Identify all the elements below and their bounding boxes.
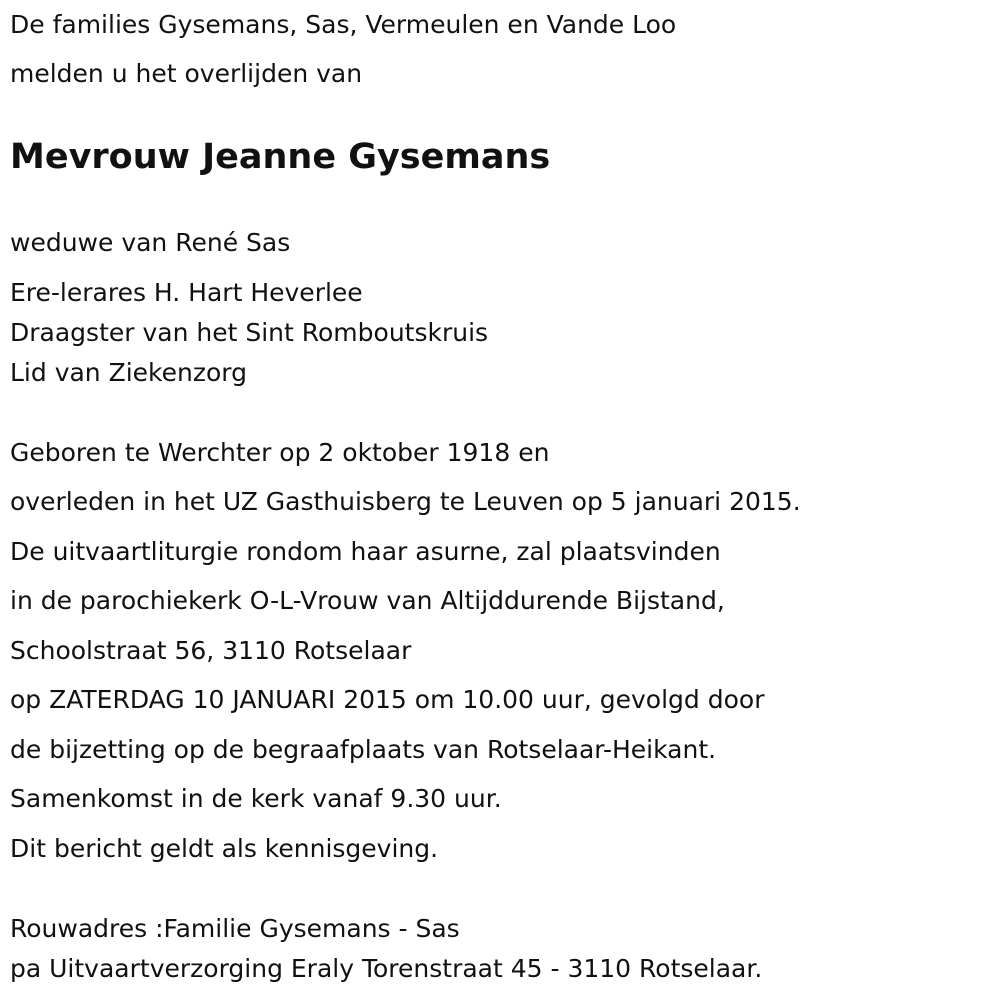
funeral-home-line: pa Uitvaartverzorging Eraly Torenstraat 45 - 3110 Rotselaar.: [10, 954, 763, 983]
burial-line: de bijzetting op de begraafplaats van Rotselaar-Heikant.: [10, 735, 717, 764]
deceased-name: Mevrouw Jeanne Gysemans: [10, 137, 551, 177]
birth-line: Geboren te Werchter op 2 oktober 1918 en: [10, 438, 550, 467]
church-line: in de parochiekerk O-L-Vrouw van Altijddurende Bijstand,: [10, 586, 725, 615]
intro-families-line: De families Gysemans, Sas, Vermeulen en Vande Loo: [10, 10, 677, 39]
intro-announce-line: melden u het overlijden van: [10, 59, 363, 88]
role-line-teacher: Ere-lerares H. Hart Heverlee: [10, 278, 363, 307]
gathering-line: Samenkomst in de kerk vanaf 9.30 uur.: [10, 784, 502, 813]
church-address-line: Schoolstraat 56, 3110 Rotselaar: [10, 636, 412, 665]
spouse-line: weduwe van René Sas: [10, 228, 291, 257]
notice-line: Dit bericht geldt als kennisgeving.: [10, 834, 439, 863]
role-line-cross: Draagster van het Sint Romboutskruis: [10, 318, 489, 347]
death-line: overleden in het UZ Gasthuisberg te Leuven op 5 januari 2015.: [10, 487, 801, 516]
role-line-member: Lid van Ziekenzorg: [10, 358, 247, 387]
mourning-address-line: Rouwadres :Familie Gysemans - Sas: [10, 914, 460, 943]
funeral-line: De uitvaartliturgie rondom haar asurne, zal plaatsvinden: [10, 537, 721, 566]
date-time-line: op ZATERDAG 10 JANUARI 2015 om 10.00 uur, gevolgd door: [10, 685, 765, 714]
